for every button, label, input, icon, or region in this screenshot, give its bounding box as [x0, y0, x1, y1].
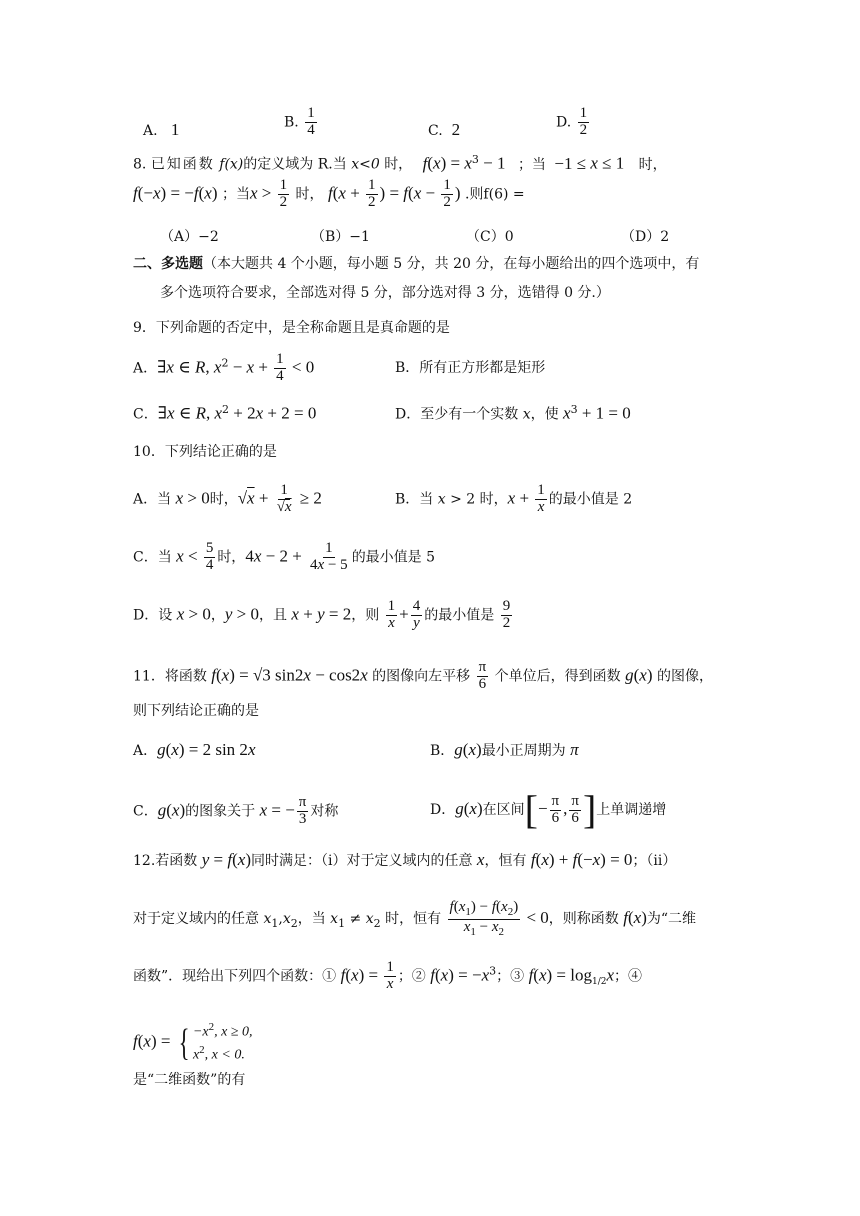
q11-stem-line1: 11．将函数 f(x) = √3 sin2x − cos2x 的图像向左平移 $\frac{\pi}{6}$ 个单位后，得到函数 g(x) 的图像，: [133, 659, 713, 692]
q9-option-c: C．∃x ∈ R, $x^2 + 2x + 2 = 0$: [133, 403, 317, 423]
q11-option-b: B．g(x)最小正周期为 π: [430, 740, 579, 759]
q8-option-d: （D）2: [621, 229, 670, 245]
q10-option-b: B．当 x > 2 时，x + $\frac{1}{x}$ 的最小值是 2: [395, 482, 633, 515]
q7-option-c: C. 2: [428, 120, 461, 139]
q9-option-b: B．所有正方形都是矩形: [395, 360, 546, 376]
q12-line4: f(x) = { $-x^2$, x ≥ 0, $x^2$, x < 0.: [133, 1021, 253, 1064]
q10-stem: 10．下列结论正确的是: [133, 444, 277, 460]
section2-header: 二、多选题（本大题共 4 个小题，每小题 5 分，共 20 分，在每小题给出的四个选项中，有: [133, 256, 700, 272]
q11-option-a: A．g(x) = 2 sin 2x: [133, 740, 256, 759]
q12-line1: 12.若函数 y = f(x)同时满足：（ⅰ）对于定义域内的任意 x，恒有 f(x) + f(−x) = 0；（ⅱ）: [133, 850, 677, 869]
q8-line2: f(−x) = −f(x) ；当x > $\frac{1}{2}$ 时， f(x + $\frac{1}{2}$ ) = f(x − $\frac{1}{2}$ ) .则f(6) =: [133, 177, 525, 210]
q12-line2: 对于定义域内的任意 $x_1,x_2$，当 $x_1 \ne x_2$ 时，恒有 $\frac{f(x_1) - f(x_2)}{x_1 - x_2}$ < 0，则称函数 f(x)为“二维: [133, 899, 697, 938]
q12-line5: 是“二维函数”的有: [133, 1072, 246, 1088]
q8-line1: 8. 已知函数 f(x)的定义域为 R.当 x<0 时， $f(x) = x^3 - 1$ ；当 −1 ≤ x ≤ 1 时，: [133, 153, 667, 173]
q11-option-d: D．g(x)在区间[− $\frac{\pi}{6}$ , $\frac{\pi}{6}$ ]上单调递增: [430, 787, 667, 832]
q8-option-b: （B）−1: [311, 229, 370, 245]
q7-option-a: A. 1: [143, 120, 180, 139]
q12-line3: 函数”．现给出下列四个函数：① f(x) = $\frac{1}{x}$ ；② $f(x) = -x^3$；③ $f(x) = \log_{1/2}x$；④: [133, 959, 643, 992]
q9-stem: 9．下列命题的否定中，是全称命题且是真命题的是: [133, 320, 450, 336]
q10-option-c: C．当 x < $\frac{5}{4}$ 时，4x − 2 + $\frac{1}{4x - 5}$ 的最小值是 5: [133, 540, 436, 573]
q11-stem-line2: 则下列结论正确的是: [133, 703, 259, 719]
q7-option-d: D. $\frac{1}{2}$: [556, 105, 588, 138]
q11-option-c: C．g(x)的图象关于 x = − $\frac{\pi}{3}$ 对称: [133, 794, 339, 827]
q10-option-a: A．当 x > 0时，√x + $\frac{1}{√x}$ ≥ 2: [133, 482, 322, 515]
q9-option-a: A．∃x ∈ R, $x^2 - x$ + $\frac{1}{4}$ < 0: [133, 351, 315, 384]
q8-option-c: （C）0: [466, 229, 514, 245]
q7-option-b: B. $\frac{1}{4}$: [284, 105, 315, 138]
q8-option-a: （A）−2: [160, 229, 219, 245]
q9-option-d: D．至少有一个实数 x，使 $x^3 + 1 = 0$: [395, 403, 631, 423]
section2-desc: 多个选项符合要求，全部选对得 5 分，部分选对得 3 分，选错得 0 分.）: [160, 285, 610, 301]
q10-option-d: D．设 x > 0，y > 0，且 x + y = 2，则 $\frac{1}{x}$ + $\frac{4}{y}$ 的最小值是 $\frac{9}{2}$: [133, 598, 511, 631]
